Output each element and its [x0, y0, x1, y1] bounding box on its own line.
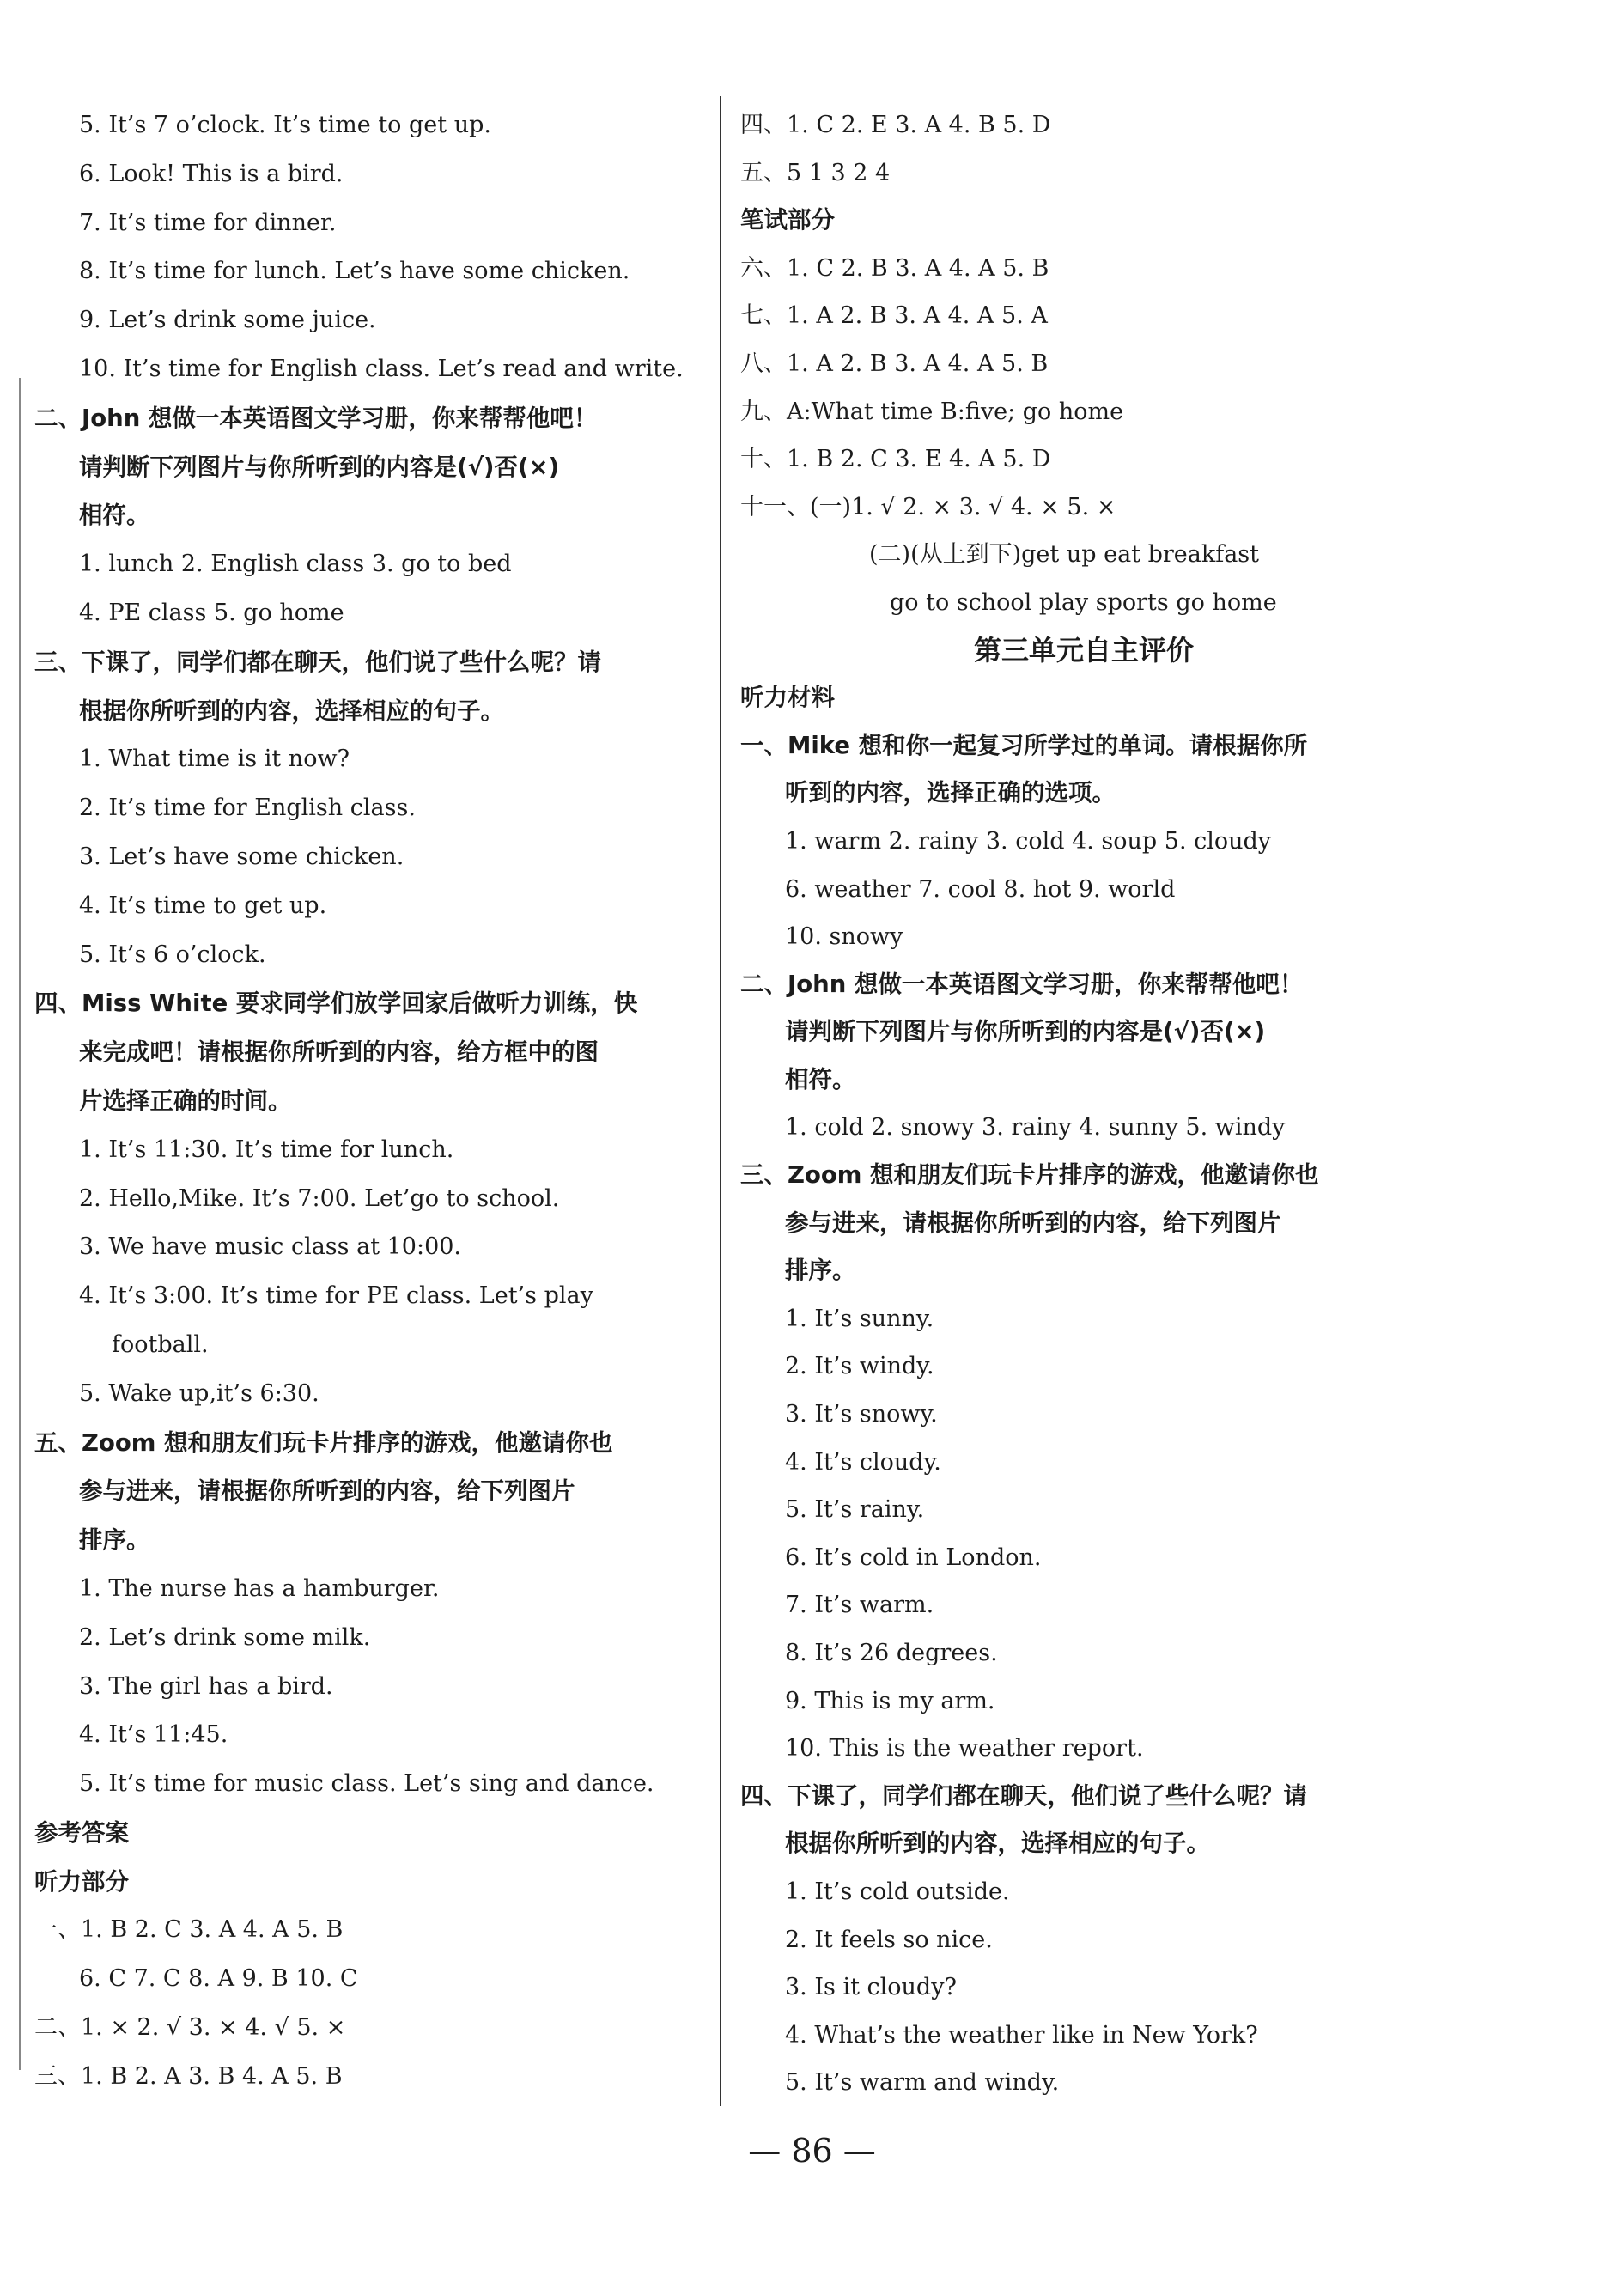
listening-item: 3. Let’s have some chicken. — [79, 843, 404, 870]
listening-item: 1. warm 2. rainy 3. cold 4. soup 5. cloudy — [785, 827, 1272, 855]
section-heading: 参考答案 — [34, 1818, 129, 1847]
question-text: Zoom 想和朋友们玩卡片排序的游戏，他邀请你也 — [82, 1428, 613, 1457]
question-number: 四、 — [34, 989, 82, 1018]
question-heading — [740, 722, 1427, 770]
question-text-continued: 根据你所听到的内容，选择相应的句子。 — [785, 1830, 1210, 1858]
question-text: Mike 想和你一起复习所学过的单词。请根据你所 — [788, 731, 1308, 759]
question-text-continued: 参与进来，请根据你所听到的内容，给下列图片 — [785, 1209, 1281, 1237]
listening-item: 9. This is my arm. — [785, 1687, 995, 1714]
listening-item: 2. It’s windy. — [785, 1353, 934, 1380]
listening-item: 1. lunch 2. English class 3. go to bed — [79, 551, 512, 578]
listening-item: 10. It’s time for English class. Let’s read and write. — [79, 355, 684, 382]
answer-line: 七、1. A 2. B 3. A 4. A 5. A — [740, 302, 1048, 330]
question-heading — [34, 638, 704, 687]
question-number: 三、 — [34, 648, 82, 676]
listening-item: 1. The nurse has a hamburger. — [79, 1574, 440, 1602]
question-text-continued: 请判断下列图片与你所听到的内容是(√)否(×) — [79, 453, 560, 481]
answer-line: 一、1. B 2. C 3. A 4. A 5. B — [34, 1916, 344, 1944]
listening-item: 6. Look! This is a bird. — [79, 160, 344, 187]
question-heading — [740, 1152, 1427, 1200]
listening-item: 6. It’s cold in London. — [785, 1543, 1042, 1571]
listening-item: 1. cold 2. snowy 3. rainy 4. sunny 5. windy — [785, 1114, 1286, 1142]
section-heading: 听力材料 — [740, 684, 835, 712]
listening-item: 7. It’s warm. — [785, 1592, 934, 1619]
question-text-continued: 片选择正确的时间。 — [79, 1087, 292, 1115]
listening-item: 10. snowy — [785, 923, 903, 951]
question-heading — [740, 961, 1427, 1009]
question-text-continued: 根据你所听到的内容，选择相应的句子。 — [79, 697, 504, 725]
question-text-continued: 排序。 — [79, 1526, 150, 1555]
right-column — [740, 101, 1427, 2107]
answer-line: 二、1. × 2. √ 3. × 4. √ 5. × — [34, 2014, 346, 2042]
answer-line: 十一、(一)1. √ 2. × 3. √ 4. × 5. × — [740, 493, 1116, 521]
listening-item: 1. It’s cold outside. — [785, 1878, 1010, 1905]
column-divider — [720, 96, 721, 2106]
question-text: 下课了，同学们都在聊天，他们说了些什么呢？请 — [82, 648, 601, 676]
question-number: 一、 — [740, 731, 788, 759]
question-text: Zoom 想和朋友们玩卡片排序的游戏，他邀请你也 — [788, 1161, 1319, 1190]
question-text-continued: 听到的内容，选择正确的选项。 — [785, 779, 1116, 807]
question-text-continued: 参与进来，请根据你所听到的内容，给下列图片 — [79, 1477, 575, 1506]
question-text-continued: 相符。 — [79, 502, 150, 530]
answer-line: 九、A:What time B:five; go home — [740, 398, 1124, 425]
listening-item: 3. Is it cloudy? — [785, 1974, 957, 2001]
listening-item: 4. It’s 11:45. — [79, 1721, 228, 1749]
listening-item: 8. It’s time for lunch. Let’s have some chicken. — [79, 258, 630, 285]
listening-item: 2. Let’s drink some milk. — [79, 1623, 371, 1651]
listening-item: 4. It’s time to get up. — [79, 892, 327, 919]
listening-item-continued: football. — [112, 1330, 209, 1358]
question-number: 四、 — [740, 1781, 788, 1810]
listening-item: 10. This is the weather report. — [785, 1735, 1144, 1763]
question-number: 二、 — [740, 970, 788, 998]
listening-item: 2. Hello,Mike. It’s 7:00. Let’go to school. — [79, 1184, 560, 1212]
listening-item: 7. It’s time for dinner. — [79, 209, 337, 236]
question-number: 五、 — [34, 1428, 82, 1457]
listening-item: 6. weather 7. cool 8. hot 9. world — [785, 875, 1176, 903]
question-text: 下课了，同学们都在聊天，他们说了些什么呢？请 — [788, 1781, 1307, 1810]
section-heading: 听力部分 — [34, 1867, 129, 1896]
listening-item: 4. PE class 5. go home — [79, 599, 344, 626]
question-number: 三、 — [740, 1161, 788, 1190]
question-heading — [34, 979, 704, 1028]
listening-item: 9. Let’s drink some juice. — [79, 307, 376, 334]
answer-line: 三、1. B 2. A 3. B 4. A 5. B — [34, 2062, 343, 2090]
question-text: Miss White 要求同学们放学回家后做听力训练，快 — [82, 989, 638, 1018]
question-text: John 想做一本英语图文学习册，你来帮帮他吧！ — [82, 404, 598, 432]
left-margin-rule — [19, 378, 21, 2070]
listening-item: 2. It feels so nice. — [785, 1926, 993, 1953]
answer-line: 四、1. C 2. E 3. A 4. B 5. D — [740, 112, 1051, 138]
question-text-continued: 来完成吧！请根据你所听到的内容，给方框中的图 — [79, 1038, 599, 1067]
section-heading: 笔试部分 — [740, 206, 835, 234]
left-column — [34, 101, 704, 2102]
question-text: John 想做一本英语图文学习册，你来帮帮他吧！ — [788, 970, 1304, 998]
question-text-continued: 排序。 — [785, 1257, 856, 1285]
listening-item: 5. It’s time for music class. Let’s sing and dance. — [79, 1770, 654, 1798]
answer-line: (二)(从上到下)get up eat breakfast — [869, 541, 1260, 569]
listening-item: 3. The girl has a bird. — [79, 1672, 333, 1700]
listening-item: 1. It’s 11:30. It’s time for lunch. — [79, 1136, 454, 1163]
listening-item: 3. We have music class at 10:00. — [79, 1233, 462, 1261]
question-text-continued: 相符。 — [785, 1065, 856, 1093]
listening-item: 5. Wake up,it’s 6:30. — [79, 1379, 319, 1407]
listening-item: 4. It’s cloudy. — [785, 1448, 941, 1476]
question-heading — [34, 1419, 704, 1468]
answer-line: go to school play sports go home — [890, 588, 1277, 616]
unit-title: 第三单元自主评价 — [973, 633, 1194, 667]
question-heading — [34, 394, 704, 443]
listening-item: 1. What time is it now? — [79, 746, 350, 773]
listening-item: 5. It’s warm and windy. — [785, 2069, 1060, 2097]
answer-line: 十、1. B 2. C 3. E 4. A 5. D — [740, 446, 1051, 473]
listening-item: 1. It’s sunny. — [785, 1305, 934, 1332]
listening-item: 5. It’s 6 o’clock. — [79, 941, 266, 968]
answer-line: 五、5 1 3 2 4 — [740, 159, 891, 186]
question-text-continued: 请判断下列图片与你所听到的内容是(√)否(×) — [785, 1018, 1266, 1046]
answer-line: 6. C 7. C 8. A 9. B 10. C — [79, 1965, 358, 1993]
answer-line: 八、1. A 2. B 3. A 4. A 5. B — [740, 350, 1049, 377]
listening-item: 5. It’s 7 o’clock. It’s time to get up. — [79, 112, 491, 138]
listening-item: 2. It’s time for English class. — [79, 795, 416, 822]
page-number: — 86 — — [748, 2132, 876, 2170]
listening-item: 4. What’s the weather like in New York? — [785, 2021, 1258, 2049]
answer-line: 六、1. C 2. B 3. A 4. A 5. B — [740, 254, 1049, 282]
listening-item: 8. It’s 26 degrees. — [785, 1640, 998, 1666]
question-number: 二、 — [34, 404, 82, 432]
listening-item: 3. It’s snowy. — [785, 1401, 938, 1428]
listening-item: 4. It’s 3:00. It’s time for PE class. Let’s play — [79, 1282, 593, 1310]
listening-item: 5. It’s rainy. — [785, 1496, 925, 1524]
question-heading — [740, 1773, 1427, 1821]
